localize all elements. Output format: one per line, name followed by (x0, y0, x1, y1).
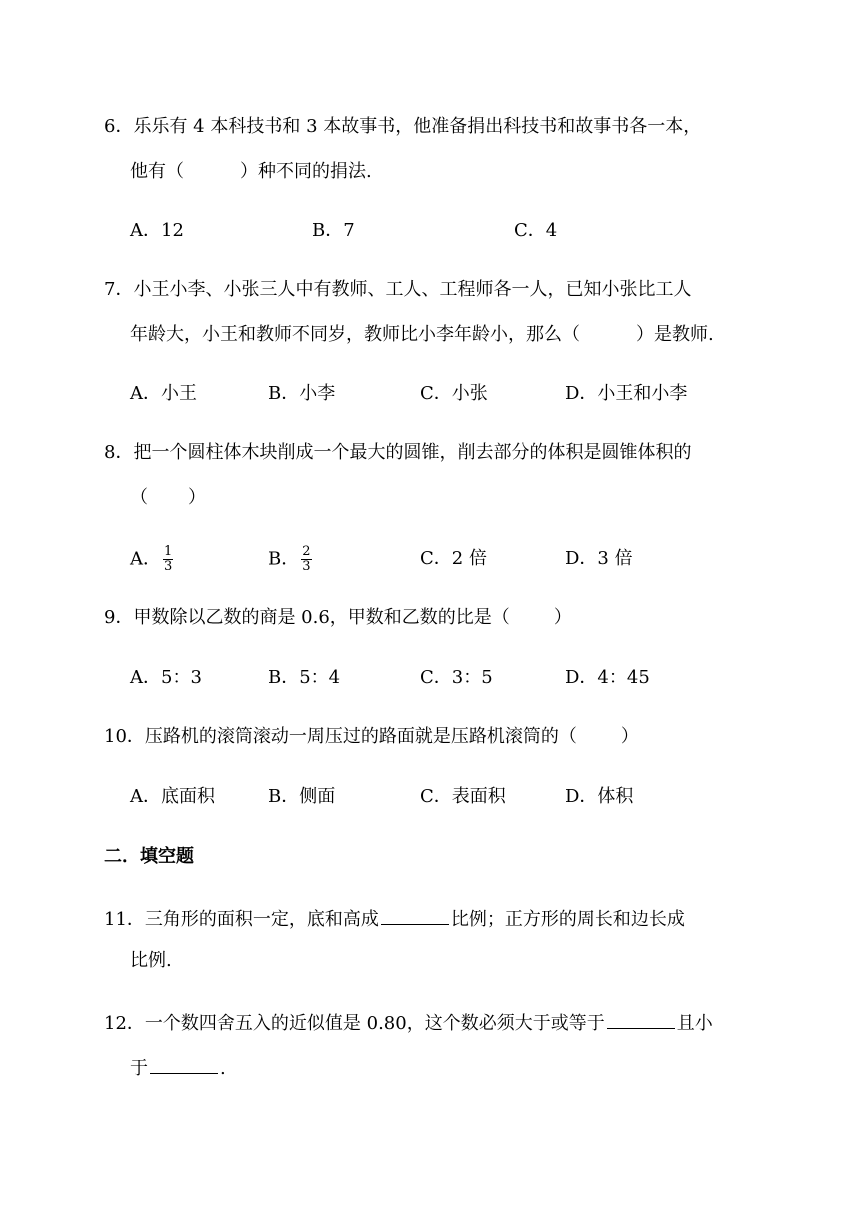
q8-line2-start: （ (130, 487, 148, 508)
q8-option-d: D．3 倍 (565, 548, 633, 569)
q8-option-b-fraction (301, 545, 311, 574)
q12-line2-end: . (220, 1058, 226, 1079)
q6-line1: 6．乐乐有 4 本科技书和 3 本故事书，他准备捐出科技书和故事书各一本， (104, 116, 702, 137)
q10-line1-start: 10．压路机的滚筒滚动一周压过的路面就是压路机滚筒的（ (104, 726, 577, 747)
q9-option-c: C．3：5 (420, 667, 493, 688)
q10-option-d: D．体积 (565, 786, 634, 807)
q10-line1 (104, 725, 639, 749)
q8-option-a-denominator: 3 (164, 559, 173, 574)
q11-line2: 比例. (130, 950, 172, 971)
q6-line2-start: 他有（ (130, 161, 184, 182)
q12-line2 (130, 1053, 226, 1081)
q11-line1-end: 比例；正方形的周长和边长成 (450, 909, 685, 930)
q7-option-a: A．小王 (130, 383, 197, 404)
q10-option-c: C．表面积 (420, 786, 506, 807)
q8-option-b-numerator: 2 (302, 544, 311, 559)
q7-line2 (130, 323, 714, 347)
q8-option-b-denominator: 3 (302, 559, 311, 574)
q11-line1 (104, 904, 685, 932)
q10-option-a: A．底面积 (130, 786, 215, 807)
q8-line2 (130, 486, 206, 510)
q8-line2-end: ） (188, 487, 206, 508)
q8-option-a-label: A． (130, 548, 161, 570)
q6-option-b: B．7 (312, 220, 355, 241)
q11-line1-start: 11．三角形的面积一定，底和高成 (104, 909, 379, 930)
q12-line1-start: 12．一个数四舍五入的近似值是 0.80，这个数必须大于或等于 (104, 1013, 605, 1034)
q8-option-a (130, 545, 173, 574)
q12-blank-2[interactable] (150, 1053, 218, 1074)
q9-option-d: D．4：45 (565, 667, 650, 688)
q11-blank-1[interactable] (381, 904, 449, 925)
section-heading-fill-in: 二．填空题 (104, 846, 194, 867)
q9-line1-end: ） (553, 607, 572, 628)
q7-line2-start: 年龄大，小王和教师不同岁，教师比小李年龄小，那么（ (130, 324, 580, 345)
q7-option-b: B．小李 (268, 383, 336, 404)
q8-option-b (268, 545, 312, 574)
q12-line1 (104, 1008, 713, 1036)
q6-option-c: C．4 (514, 220, 558, 241)
q8-option-c: C．2 倍 (420, 548, 487, 569)
q9-option-a: A．5：3 (130, 667, 202, 688)
q8-option-a-numerator: 1 (164, 544, 173, 559)
q7-line2-end: ）是教师. (636, 324, 714, 345)
q6-line2-end: ）种不同的捐法. (240, 161, 372, 182)
q8-option-a-fraction (163, 545, 173, 574)
q7-option-c: C．小张 (420, 383, 488, 404)
q7-line1: 7．小王小李、小张三人中有教师、工人、工程师各一人，已知小张比工人 (104, 279, 692, 300)
q6-option-a: A．12 (130, 220, 184, 241)
q9-line1 (104, 606, 572, 630)
q6-line2 (130, 160, 372, 184)
q8-option-b-label: B． (268, 548, 300, 570)
q9-option-b: B．5：4 (268, 667, 341, 688)
q12-line1-end: 且小 (676, 1013, 713, 1034)
q10-option-b: B．侧面 (268, 786, 336, 807)
q8-line1: 8．把一个圆柱体木块削成一个最大的圆锥，削去部分的体积是圆锥体积的 (104, 442, 692, 463)
q12-blank-1[interactable] (607, 1008, 675, 1029)
q12-line2-start: 于 (130, 1058, 148, 1079)
q10-line1-end: ） (620, 726, 639, 747)
q7-option-d: D．小王和小李 (565, 383, 688, 404)
q9-line1-start: 9．甲数除以乙数的商是 0.6，甲数和乙数的比是（ (104, 607, 510, 628)
